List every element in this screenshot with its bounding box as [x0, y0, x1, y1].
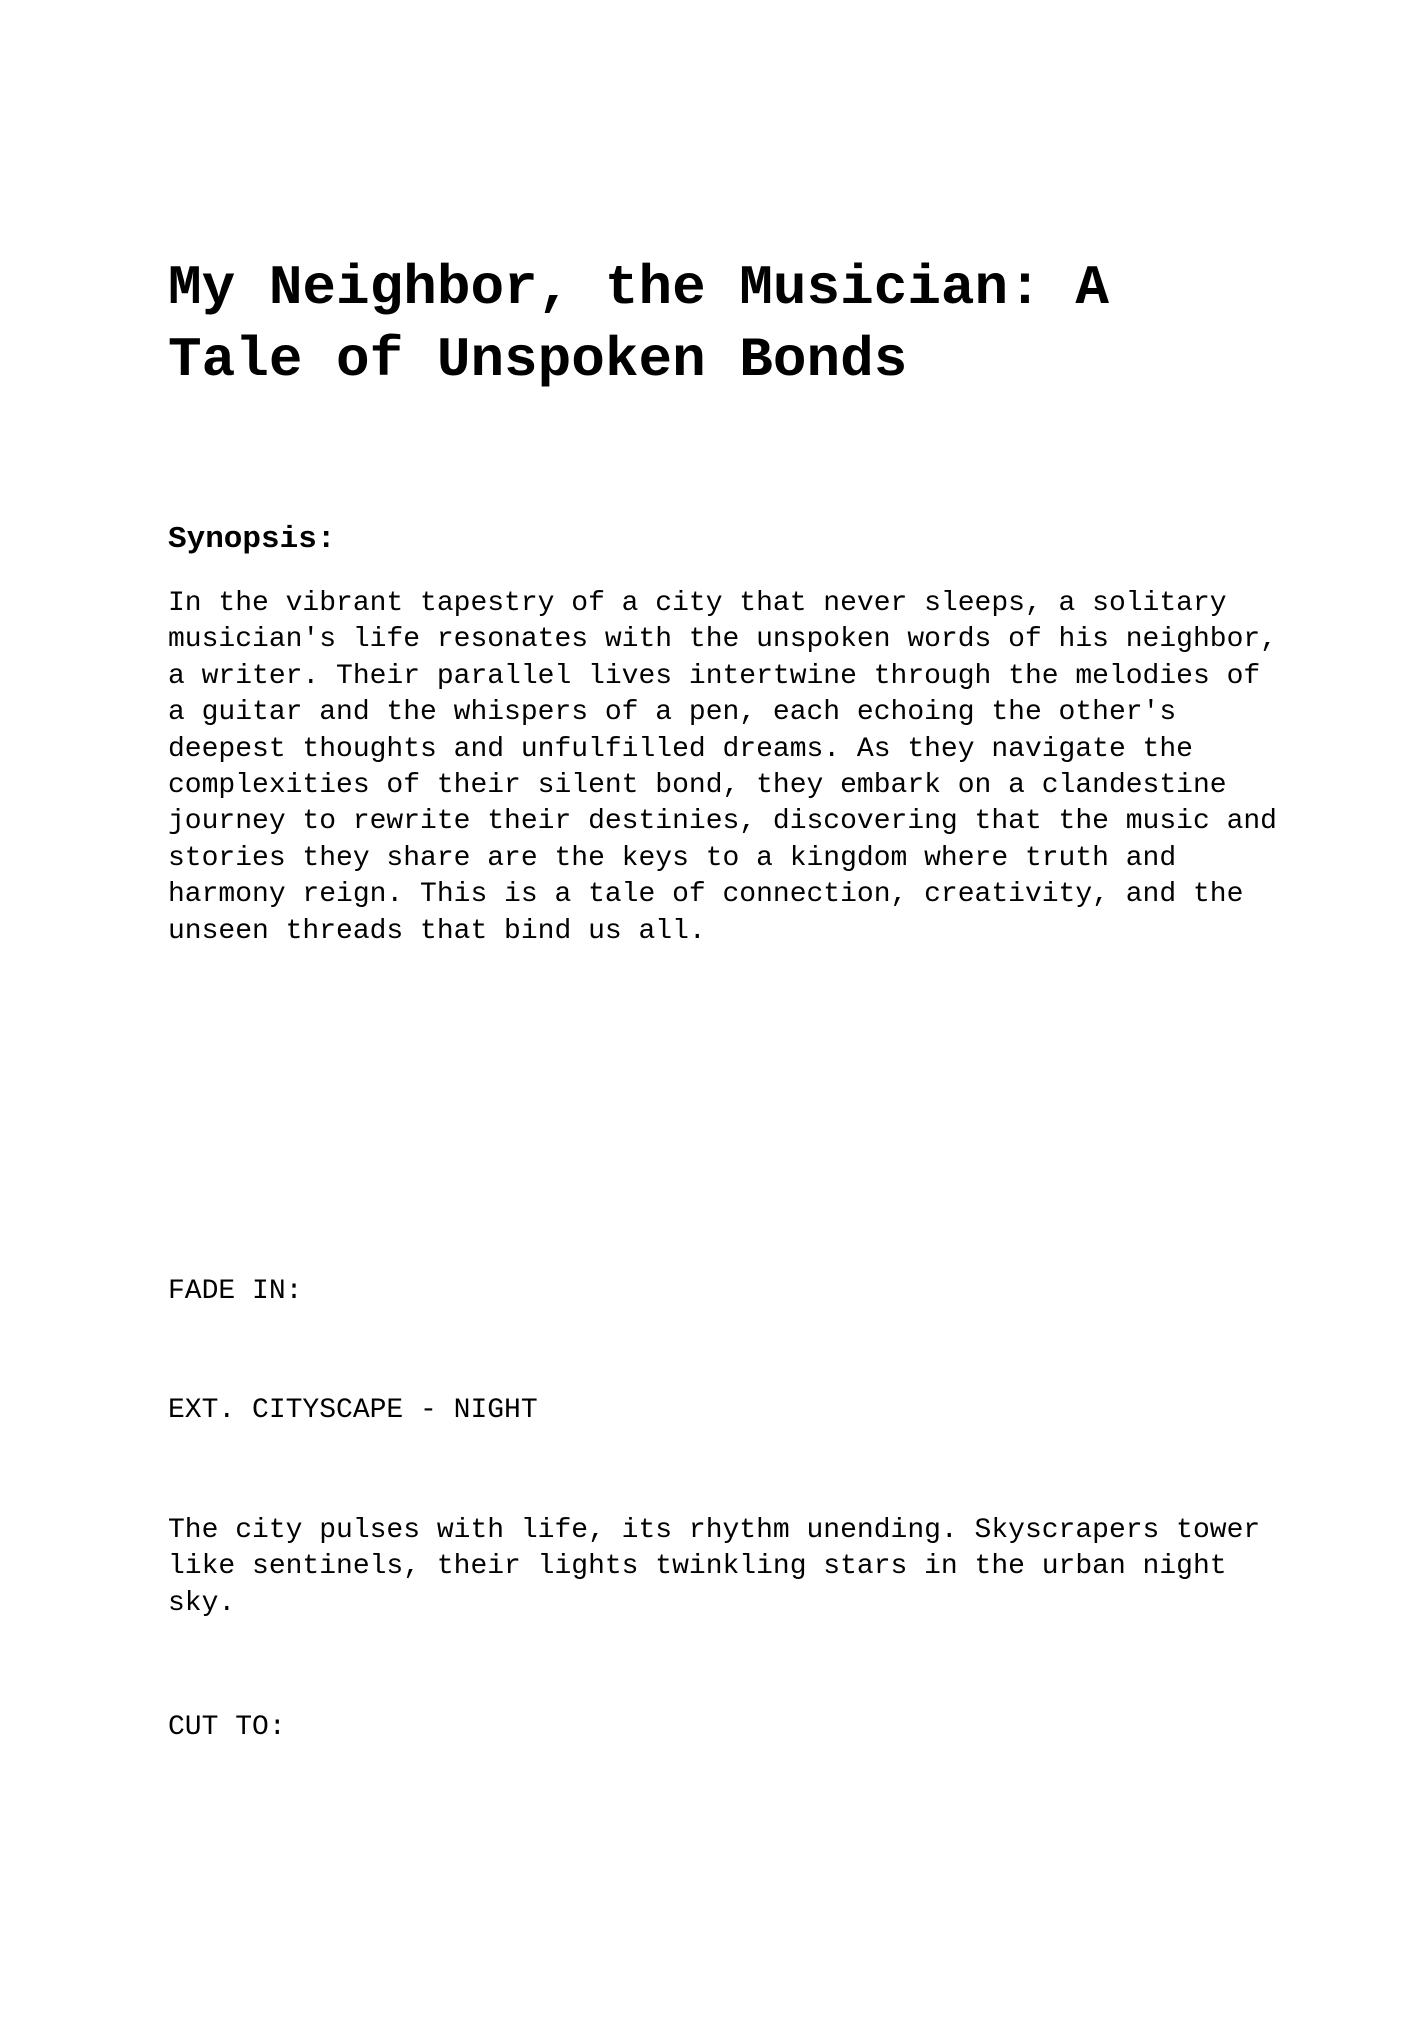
synopsis-heading: Synopsis:	[168, 522, 336, 557]
synopsis-text: In the vibrant tapestry of a city that never sleeps, a solitary musician's life resonates with the unspoken words of his neighbor, a writer. Their parallel lives intertwine through the melodies of a guitar and the whispers of a pen, each echoing the other's deepest thoughts and unfulfilled dreams. As they navigate the complexities of their silent bond, they embark on a clandestine journey to rewrite their destinies, discovering that the music and stories they share are the keys to a kingdom where truth and harmony reign. This is a tale of connection, creativity, and the unseen threads that bind us all.	[168, 588, 1277, 947]
cut-to-transition: CUT TO:	[168, 1712, 286, 1743]
document-title: My Neighbor, the Musician: A Tale of Unspoken Bonds	[168, 256, 1109, 392]
scene-heading: EXT. CITYSCAPE - NIGHT	[168, 1395, 538, 1426]
fade-in-transition: FADE IN:	[168, 1276, 303, 1307]
action-paragraph: The city pulses with life, its rhythm unending. Skyscrapers tower like sentinels, their lights twinkling stars in the urban night sky.	[168, 1515, 1261, 1619]
